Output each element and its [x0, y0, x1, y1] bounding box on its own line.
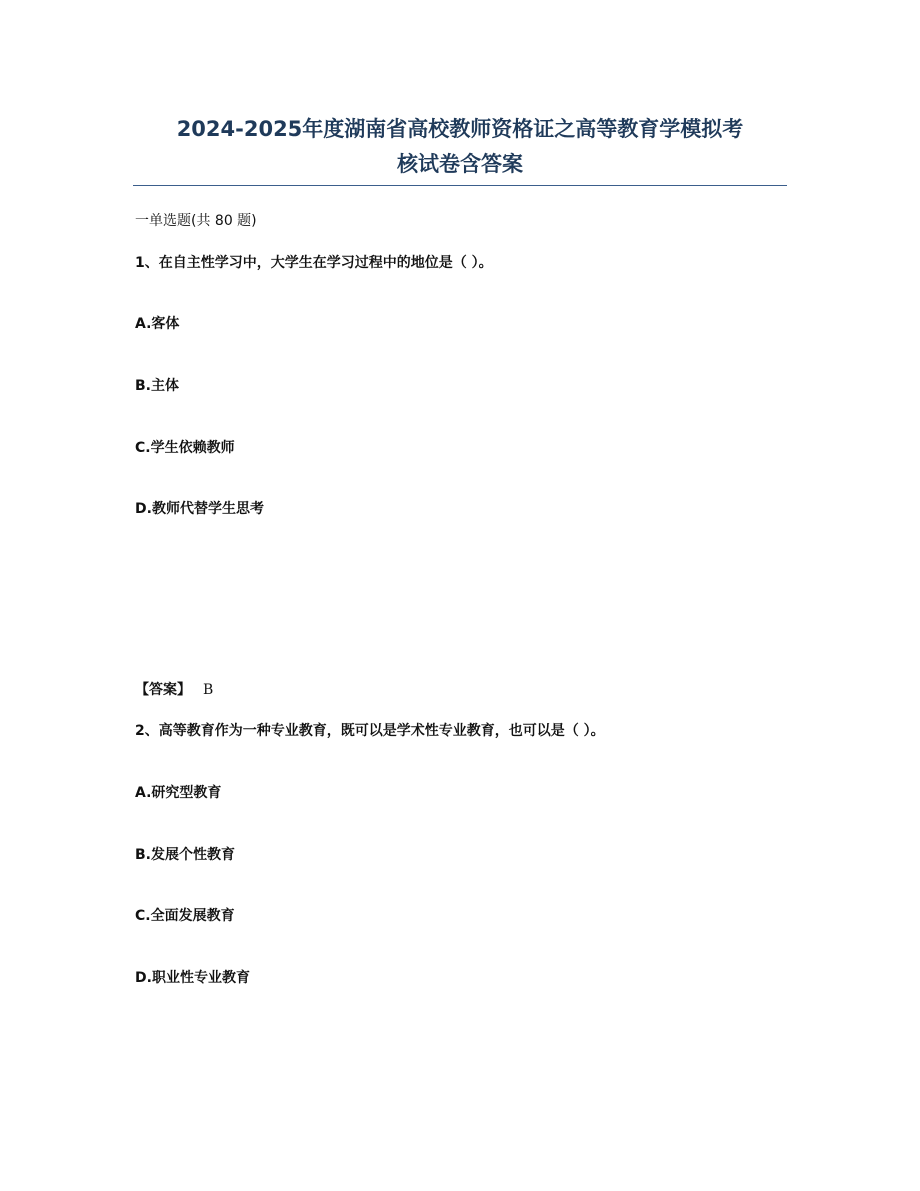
exam-title [128, 112, 792, 182]
question-1-option-c: C.学生依赖教师 [135, 440, 235, 456]
question-2-option-a: A.研究型教育 [135, 785, 222, 801]
title-divider [133, 185, 787, 186]
question-1-option-a: A.客体 [135, 316, 180, 332]
question-1-stem: 1、在自主性学习中，大学生在学习过程中的地位是（ ）。 [135, 255, 493, 271]
question-2-option-c: C.全面发展教育 [135, 908, 235, 924]
question-2-option-d: D.职业性专业教育 [135, 970, 250, 986]
question-1-option-b: B.主体 [135, 378, 179, 394]
question-1-answer [135, 680, 213, 700]
section-heading: 一单选题(共 80 题) [135, 213, 257, 229]
answer-label: 【答案】 [135, 682, 191, 698]
question-2-option-b: B.发展个性教育 [135, 847, 235, 863]
question-2-stem: 2、高等教育作为一种专业教育，既可以是学术性专业教育，也可以是（ ）。 [135, 723, 605, 739]
question-1-option-d: D.教师代替学生思考 [135, 501, 264, 517]
exam-title-line-1: 2024-2025年度湖南省高校教师资格证之高等教育学模拟考 [176, 117, 744, 141]
exam-title-line-2: 核试卷含答案 [397, 152, 523, 176]
answer-value: B [203, 682, 214, 698]
